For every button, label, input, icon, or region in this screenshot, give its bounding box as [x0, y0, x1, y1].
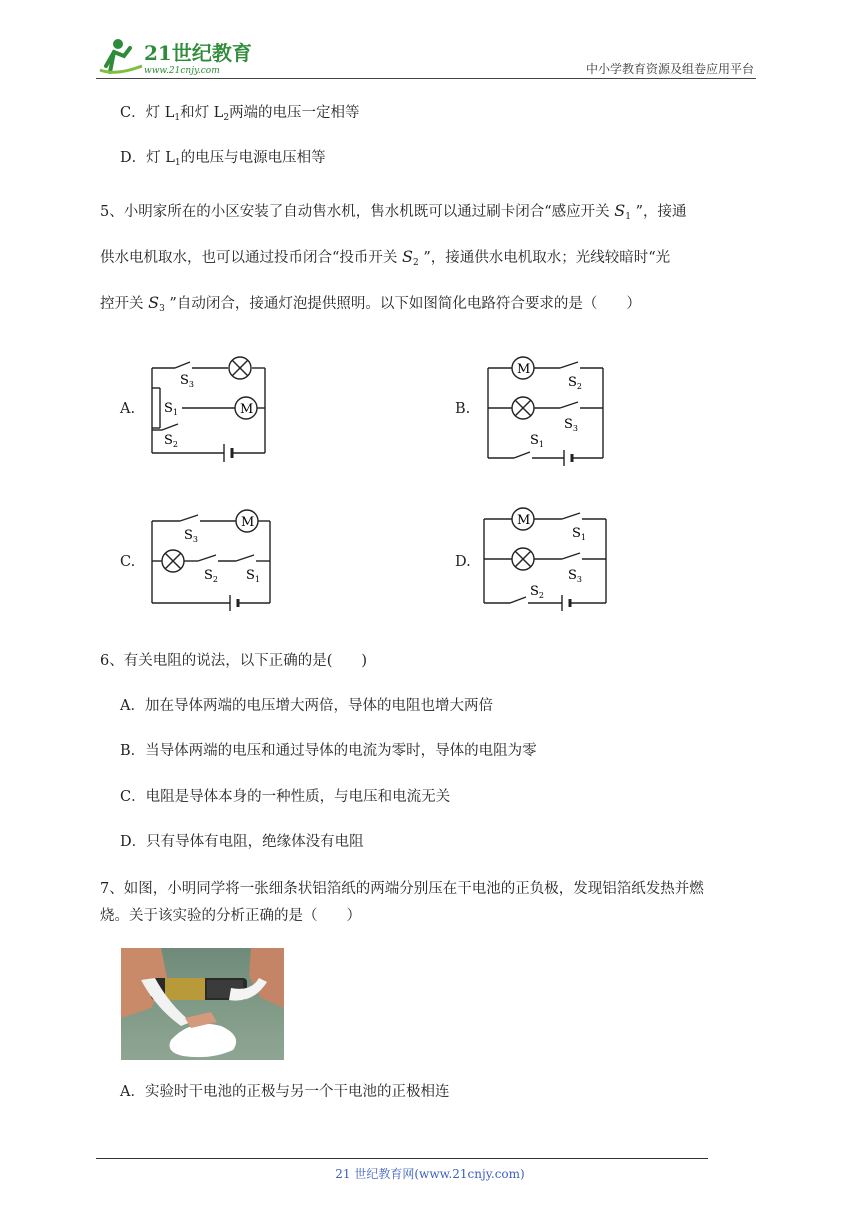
- q5-option-c-label: C.: [120, 554, 136, 570]
- motor-icon: [236, 510, 258, 532]
- label-s2: $S_2$: [164, 433, 178, 449]
- circuit-diagram-d: [474, 503, 614, 613]
- logo-text: 21世纪教育: [144, 41, 252, 65]
- svg-text:M: M: [241, 515, 255, 530]
- q5-option-d-label: D.: [455, 554, 471, 570]
- q7-stem-line1: 7、如图，小明同学将一张细条状铝箔纸的两端分别压在干电池的正负极，发现铝箔纸发热并燃: [100, 881, 704, 897]
- battery-foil-photo: [121, 948, 284, 1060]
- lamp-icon: [162, 550, 184, 572]
- q5-option-b-label: B.: [455, 401, 471, 417]
- q5-option-a-label: A.: [120, 401, 136, 417]
- motor-icon: [512, 508, 534, 530]
- q6-option-b: B．当导体两端的电压和通过导体的电流为零时，导体的电阻为零: [120, 743, 537, 759]
- motor-icon: [512, 357, 534, 379]
- q5-stem-line2: 供水电机取水，也可以通过投币闭合“投币开关 $S_2$ ”，接通供水电机取水；光线较暗时“光: [100, 247, 671, 268]
- svg-text:M: M: [517, 362, 531, 377]
- lamp-icon: [512, 548, 534, 570]
- label-s1: $S_1$: [572, 526, 586, 542]
- lamp-icon: [229, 357, 251, 379]
- q4-option-c: C．灯 $L_1$和灯 $L_2$两端的电压一定相等: [120, 105, 360, 123]
- runner-logo-icon: [100, 39, 142, 72]
- footer-text[interactable]: 21 世纪教育网(www.21cnjy.com): [335, 1167, 525, 1181]
- footer-divider: [96, 1158, 708, 1159]
- label-s3: $S_3$: [564, 417, 578, 433]
- q6-stem: 6、有关电阻的说法，以下正确的是( ): [100, 653, 368, 669]
- logo-url: www.21cnjy.com: [144, 66, 220, 76]
- q6-option-d: D．只有导体有电阻，绝缘体没有电阻: [120, 834, 364, 850]
- circuit-diagram-a: [140, 350, 275, 465]
- label-s2: $S_2$: [530, 584, 544, 600]
- q5-stem-line3: 控开关 $S_3$ ”自动闭合，接通灯泡提供照明。以下如图简化电路符合要求的是（ ）: [100, 293, 641, 314]
- q7-option-a: A．实验时干电池的正极与另一个干电池的正极相连: [120, 1084, 450, 1100]
- circuit-diagram-b: [478, 350, 613, 468]
- svg-text:M: M: [240, 402, 254, 417]
- label-s1: $S_1$: [246, 568, 260, 584]
- motor-icon: [235, 397, 257, 419]
- label-s2: $S_2$: [204, 568, 218, 584]
- circuit-diagram-c: [140, 503, 280, 613]
- label-s3: $S_3$: [568, 568, 582, 584]
- label-s1: $S_1$: [164, 401, 178, 417]
- site-logo: [96, 36, 266, 76]
- lamp-icon: [512, 397, 534, 419]
- q4-option-d: D．灯 $L_1$的电压与电源电压相等: [120, 150, 326, 168]
- q5-stem-line1: 5、小明家所在的小区安装了自动售水机，售水机既可以通过刷卡闭合“感应开关 $S_1$ ”，接通: [100, 201, 687, 222]
- header-platform-text: 中小学教育资源及组卷应用平台: [585, 62, 754, 76]
- label-s3: $S_3$: [184, 528, 198, 544]
- label-s2: $S_2$: [568, 375, 582, 391]
- header-divider: [96, 78, 756, 79]
- q7-stem-line2: 烧。关于该实验的分析正确的是（ ）: [100, 908, 361, 924]
- q6-option-c: C．电阻是导体本身的一种性质，与电压和电流无关: [120, 789, 451, 805]
- label-s1: $S_1$: [530, 433, 544, 449]
- svg-text:M: M: [517, 513, 531, 528]
- label-s3: $S_3$: [180, 373, 194, 389]
- q6-option-a: A．加在导体两端的电压增大两倍，导体的电阻也增大两倍: [120, 698, 493, 714]
